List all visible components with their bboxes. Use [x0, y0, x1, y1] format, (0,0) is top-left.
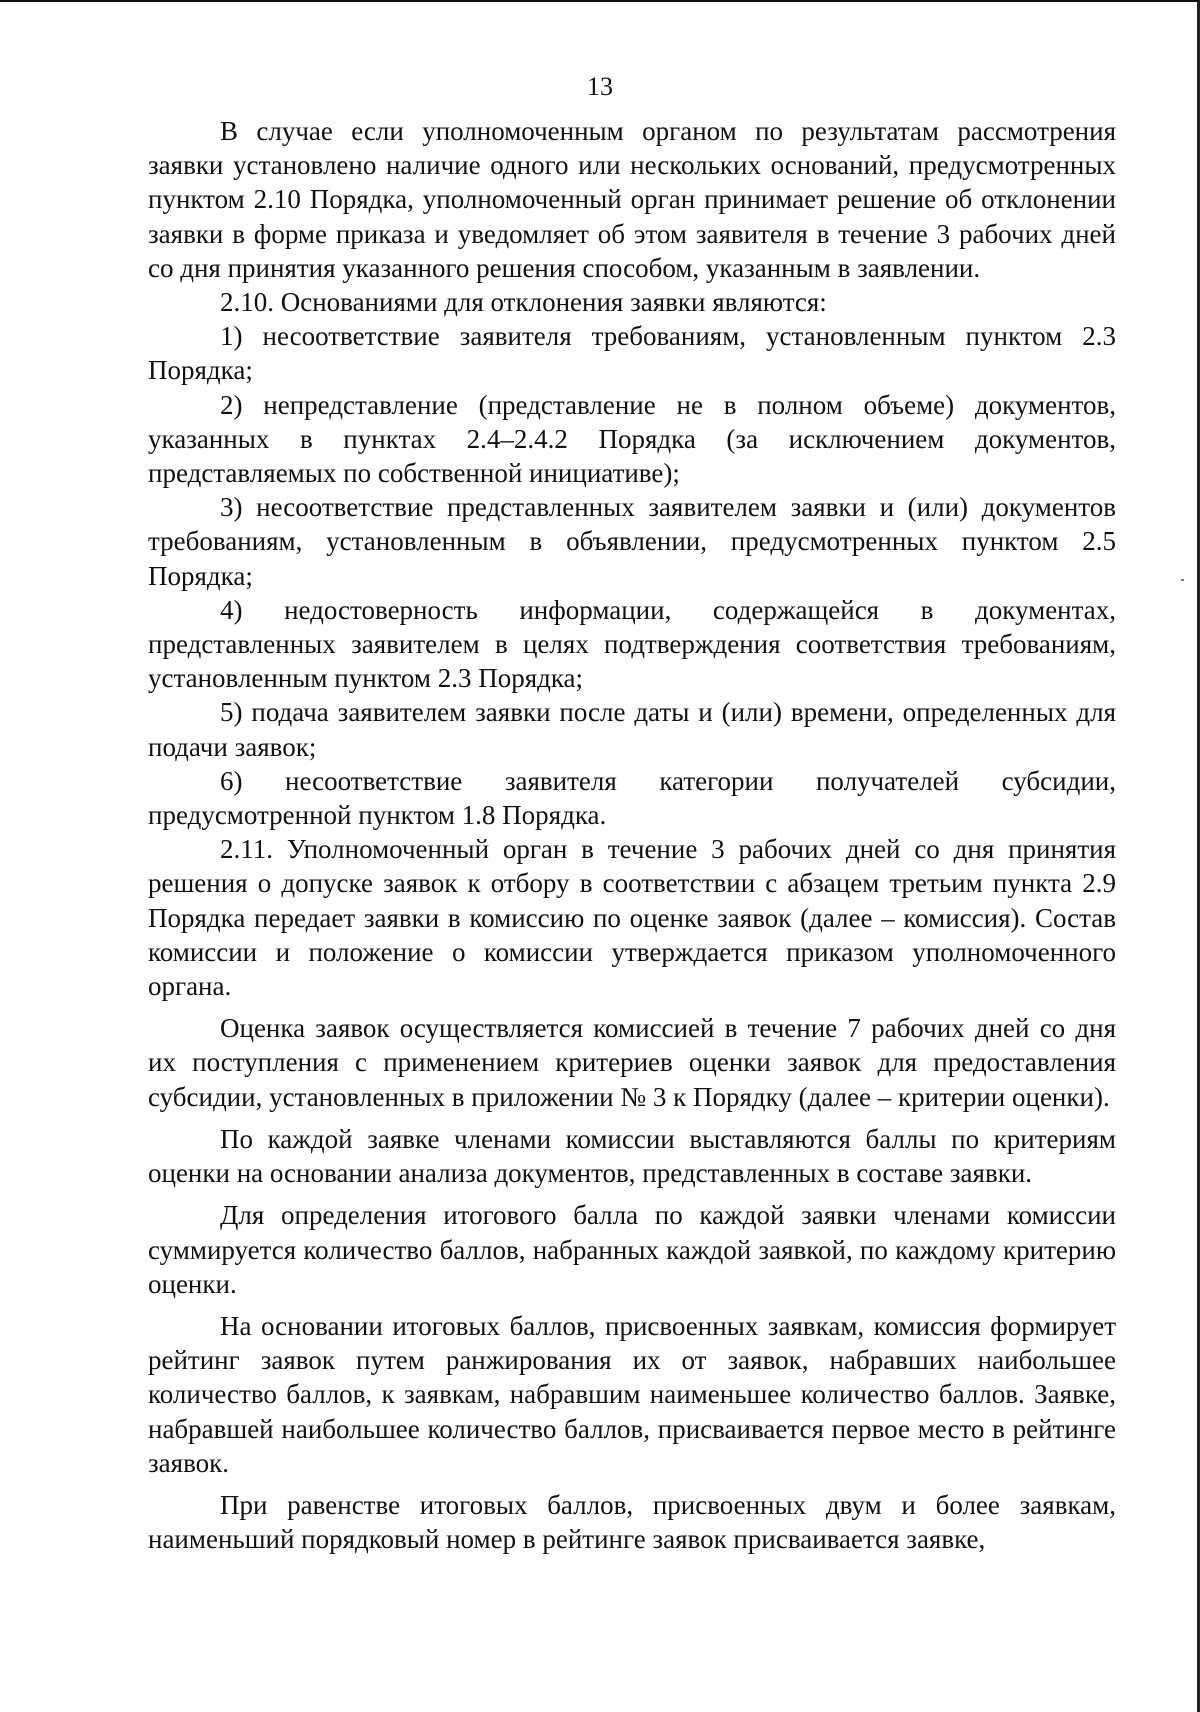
paragraph-spacer — [148, 1114, 1116, 1122]
scan-artifact — [1181, 579, 1184, 581]
list-item-4: 4) недостоверность информации, содержащейся в документах, представленных заявителем в целях подтверждения соответствия требованиям, установленным пунктом 2.3 Порядка; — [148, 594, 1116, 694]
paragraph-total-score: Для определения итогового балла по каждой заявки членами комиссии суммируется количество баллов, набранных каждой заявкой, по каждому критерию оценки. — [148, 1200, 1116, 1299]
page-number: 13 — [587, 72, 613, 101]
paragraph-rejection-decision: В случае если уполномоченным органом по результатам рассмотрения заявки установлено наличие одного или нескольких оснований, предусмотренных пунктом 2.10 Порядка, уполномоченный орган принимает решение об отклонении заявки в форме приказа и уведомляет об этом заявителя в течение 3 рабочих дней со дня принятия указанного решения способом, указанным в заявлении. — [148, 116, 1116, 283]
list-item-3: 3) несоответствие представленных заявителем заявки и (или) документов требованиям, установленным в объявлении, предусмотренных пунктом 2.5 Порядка; — [148, 492, 1116, 591]
paragraph-evaluation: Оценка заявок осуществляется комиссией в течение 7 рабочих дней со дня их поступления с применением критериев оценки заявок для предоставления субсидии, установленных в приложении № 3 к Порядку (далее – критерии оценки). — [148, 1013, 1116, 1112]
paragraph-tie-break: При равенстве итоговых баллов, присвоенных двум и более заявкам, наименьший порядковый номер в рейтинге заявок присваивается заявке, — [148, 1489, 1116, 1555]
list-item-1: 1) несоответствие заявителя требованиям, установленным пунктом 2.3 Порядка; — [148, 321, 1116, 386]
paragraph-spacer — [148, 1190, 1116, 1198]
list-item-6: 6) несоответствие заявителя категории получателей субсидии, предусмотренной пунктом 1.8 Порядка. — [148, 765, 1116, 831]
paragraph-scoring: По каждой заявке членами комиссии выставляются баллы по критериям оценки на основании анализа документов, представленных в составе заявки. — [148, 1123, 1116, 1189]
paragraph-spacer — [148, 1480, 1116, 1488]
paragraph-ranking: На основании итоговых баллов, присвоенных заявкам, комиссия формирует рейтинг заявок путем ранжирования их от заявок, набравших наибольшее количество баллов, к заявкам, набравшим наименьшее количество баллов. Заявке, набравшей наибольшее количество баллов, присваивается первое место в рейтинге заявок. — [148, 1310, 1116, 1478]
list-item-5: 5) подача заявителем заявки после даты и (или) времени, определенных для подачи заявок; — [148, 697, 1116, 762]
paragraph-spacer — [148, 1301, 1116, 1309]
list-item-2: 2) непредставление (представление не в полном объеме) документов, указанных в пунктах 2.4–2.4.2 Порядка (за исключением документов, представляемых по собственной инициативе); — [148, 389, 1116, 489]
document-body — [148, 114, 1116, 1556]
paragraph-section-2-11: 2.11. Уполномоченный орган в течение 3 рабочих дней со дня принятия решения о допуске заявок к отбору в соответствии с абзацем третьим пункта 2.9 Порядка передает заявки в комиссию по оценке заявок (далее – комиссия). Состав комиссии и положение о комиссии утверждается приказом уполномоченного органа. — [148, 834, 1116, 1002]
paragraph-spacer — [148, 1003, 1116, 1011]
paragraph-section-2-10: 2.10. Основаниями для отклонения заявки являются: — [220, 287, 827, 318]
